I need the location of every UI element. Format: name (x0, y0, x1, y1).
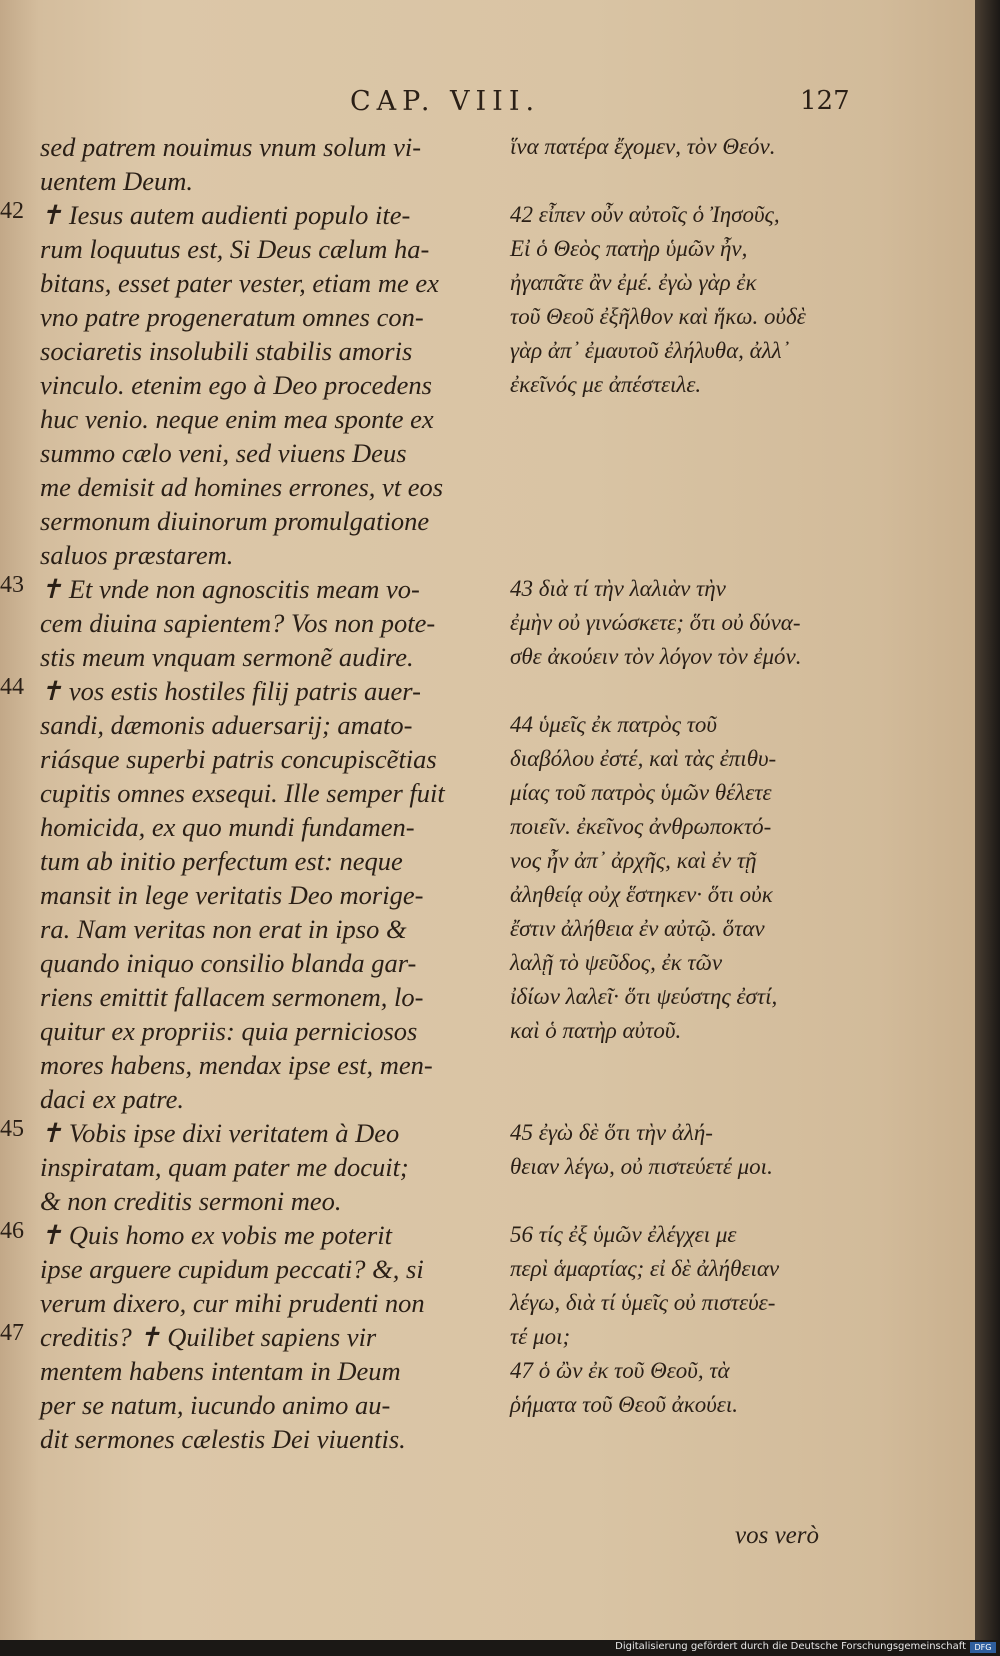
latin-line: ✝ vos estis hostiles filij patris auer- (40, 676, 421, 706)
latin-line: & non creditis sermoni meo. (40, 1186, 342, 1216)
greek-line (510, 1048, 855, 1082)
latin-line: cem diuina sapientem? Vos non pote- (40, 608, 436, 638)
greek-line: διαβόλου ἐστέ, καὶ τὰς ἐπιθυ- (510, 746, 777, 771)
latin-line: vno patre progeneratum omnes con- (40, 302, 424, 332)
latin-line: creditis? ✝ Quilibet sapiens vir (40, 1322, 377, 1352)
latin-line: sandi, dæmonis aduersarij; amato- (40, 710, 413, 740)
latin-line: ipse arguere cupidum peccati? &, si (40, 1254, 424, 1284)
greek-line: 56 τίς ἐξ ὑμῶν ἐλέγχει με (510, 1222, 737, 1247)
latin-line: mansit in lege veritatis Deo morige- (40, 880, 424, 910)
greek-line: ἵνα πατέρα ἔχομεν, τὸν Θεόν. (510, 134, 776, 159)
greek-line (510, 1082, 855, 1116)
dfg-logo-icon: DFG (970, 1642, 996, 1653)
verse-number: 44 (0, 674, 24, 700)
page-number: 127 (800, 86, 850, 116)
greek-line: ἠγαπᾶτε ἂν ἐμέ. ἐγὼ γὰρ ἐκ (510, 270, 757, 295)
greek-line: μίας τοῦ πατρὸς ὑμῶν θέλετε (510, 780, 772, 805)
latin-line: quando iniquo consilio blanda gar- (40, 948, 417, 978)
latin-line: per se natum, iucundo animo au- (40, 1390, 391, 1420)
greek-line: ἐμὴν οὐ γινώσκετε; ὅτι οὐ δύνα- (510, 610, 801, 635)
latin-line: bitans, esset pater vester, etiam me ex (40, 268, 439, 298)
digitization-footer (0, 1640, 1000, 1656)
latin-line: summo cælo veni, sed viuens Deus (40, 438, 407, 468)
greek-line (510, 1184, 855, 1218)
latin-line: rum loquutus est, Si Deus cælum ha- (40, 234, 430, 264)
greek-line: λέγω, διὰ τί ὑμεῖς οὐ πιστεύε- (510, 1290, 776, 1315)
latin-line: cupitis omnes exsequi. Ille semper fuit (40, 778, 445, 808)
greek-line: ἔστιν ἀλήθεια ἐν αὐτῷ. ὅταν (510, 916, 765, 941)
page-edge-shadow (975, 0, 1000, 1640)
verse-number: 45 (0, 1116, 24, 1142)
latin-line: ✝ Quis homo ex vobis me poterit (40, 1220, 392, 1250)
verse-number: 46 (0, 1218, 24, 1244)
latin-line: mores habens, mendax ipse est, men- (40, 1050, 433, 1080)
latin-line: vinculo. etenim ego à Deo procedens (40, 370, 432, 400)
greek-line: Εἰ ὁ Θεὸς πατὴρ ὑμῶν ἦν, (510, 236, 748, 261)
greek-line: περὶ ἁμαρτίας; εἰ δὲ ἀλήθειαν (510, 1256, 780, 1281)
verse-number: 47 (0, 1320, 24, 1346)
greek-line (510, 436, 855, 470)
catchword: vos verò (735, 1522, 819, 1549)
greek-line (510, 538, 855, 572)
latin-line: ra. Nam veritas non erat in ipso & (40, 914, 407, 944)
greek-line: σθε ἀκούειν τὸν λόγον τὸν ἐμόν. (510, 644, 802, 669)
greek-line (510, 470, 855, 504)
latin-line: huc venio. neque enim mea sponte ex (40, 404, 434, 434)
verse-number: 42 (0, 198, 24, 224)
latin-line: saluos præstarem. (40, 540, 234, 570)
greek-line: τοῦ Θεοῦ ἐξῆλθον καὶ ἥκω. οὐδὲ (510, 304, 806, 329)
greek-line: θειαν λέγω, οὐ πιστεύετέ μοι. (510, 1154, 773, 1179)
greek-line (510, 402, 855, 436)
latin-line: ✝ Et vnde non agnoscitis meam vo- (40, 574, 420, 604)
greek-line (510, 164, 855, 198)
greek-line: λαλῇ τὸ ψεῦδος, ἐκ τῶν (510, 950, 723, 975)
greek-line: ἰδίων λαλεῖ· ὅτι ψεύστης ἐστί, (510, 984, 778, 1009)
greek-line: 43 διὰ τί τὴν λαλιὰν τὴν (510, 576, 726, 601)
latin-line: homicida, ex quo mundi fundamen- (40, 812, 415, 842)
greek-line: νος ἦν ἀπ᾽ ἀρχῆς, καὶ ἐν τῇ (510, 848, 757, 873)
latin-line: quitur ex propriis: quia perniciosos (40, 1016, 418, 1046)
latin-line: inspiratam, quam pater me docuit; (40, 1152, 409, 1182)
greek-line: τέ μοι; (510, 1324, 571, 1349)
greek-column (510, 130, 855, 1422)
latin-line: verum dixero, cur mihi prudenti non (40, 1288, 425, 1318)
latin-line: sed patrem nouimus vnum solum vi- (40, 132, 422, 162)
latin-line: uentem Deum. (40, 166, 194, 196)
greek-line: καὶ ὁ πατὴρ αὐτοῦ. (510, 1018, 682, 1043)
latin-line: dit sermones cælestis Dei viuentis. (40, 1424, 406, 1454)
greek-line: 44 ὑμεῖς ἐκ πατρὸς τοῦ (510, 712, 717, 737)
running-title: CAP. VIII. (350, 86, 541, 117)
greek-line: ἐκεῖνός με ἀπέστειλε. (510, 372, 702, 397)
verse-number: 43 (0, 572, 24, 598)
latin-line: ✝ Vobis ipse dixi veritatem à Deo (40, 1118, 400, 1148)
greek-line: ῥήματα τοῦ Θεοῦ ἀκούει. (510, 1392, 739, 1417)
latin-line: daci ex patre. (40, 1084, 184, 1114)
latin-line: sermonum diuinorum promulgatione (40, 506, 430, 536)
latin-line: tum ab initio perfectum est: neque (40, 846, 403, 876)
funding-credit: Digitalisierung gefördert durch die Deutsche Forschungsgemeinschaft (615, 1641, 966, 1652)
latin-line: mentem habens intentam in Deum (40, 1356, 401, 1386)
greek-line: γὰρ ἀπ᾽ ἐμαυτοῦ ἐλήλυθα, ἀλλ᾽ (510, 338, 790, 363)
greek-line (510, 674, 855, 708)
greek-line: 47 ὁ ὢν ἐκ τοῦ Θεοῦ, τὰ (510, 1358, 730, 1383)
greek-line (510, 504, 855, 538)
latin-line: me demisit ad homines errones, vt eos (40, 472, 444, 502)
latin-line: ✝ Iesus autem audienti populo ite- (40, 200, 411, 230)
latin-line: riásque superbi patris concupiscẽtias (40, 744, 437, 774)
latin-line: sociaretis insolubili stabilis amoris (40, 336, 413, 366)
latin-line: riens emittit fallacem sermonem, lo- (40, 982, 424, 1012)
latin-line: stis meum vnquam sermonẽ audire. (40, 642, 414, 672)
greek-line: 45 ἐγὼ δὲ ὅτι τὴν ἀλή- (510, 1120, 713, 1145)
greek-line: 42 εἶπεν οὖν αὐτοῖς ὁ Ἰησοῦς, (510, 202, 780, 227)
greek-line: ποιεῖν. ἐκεῖνος ἀνθρωποκτό- (510, 814, 772, 839)
latin-column (40, 130, 490, 1456)
greek-line: ἀληθείᾳ οὐχ ἕστηκεν· ὅτι οὐκ (510, 882, 773, 907)
